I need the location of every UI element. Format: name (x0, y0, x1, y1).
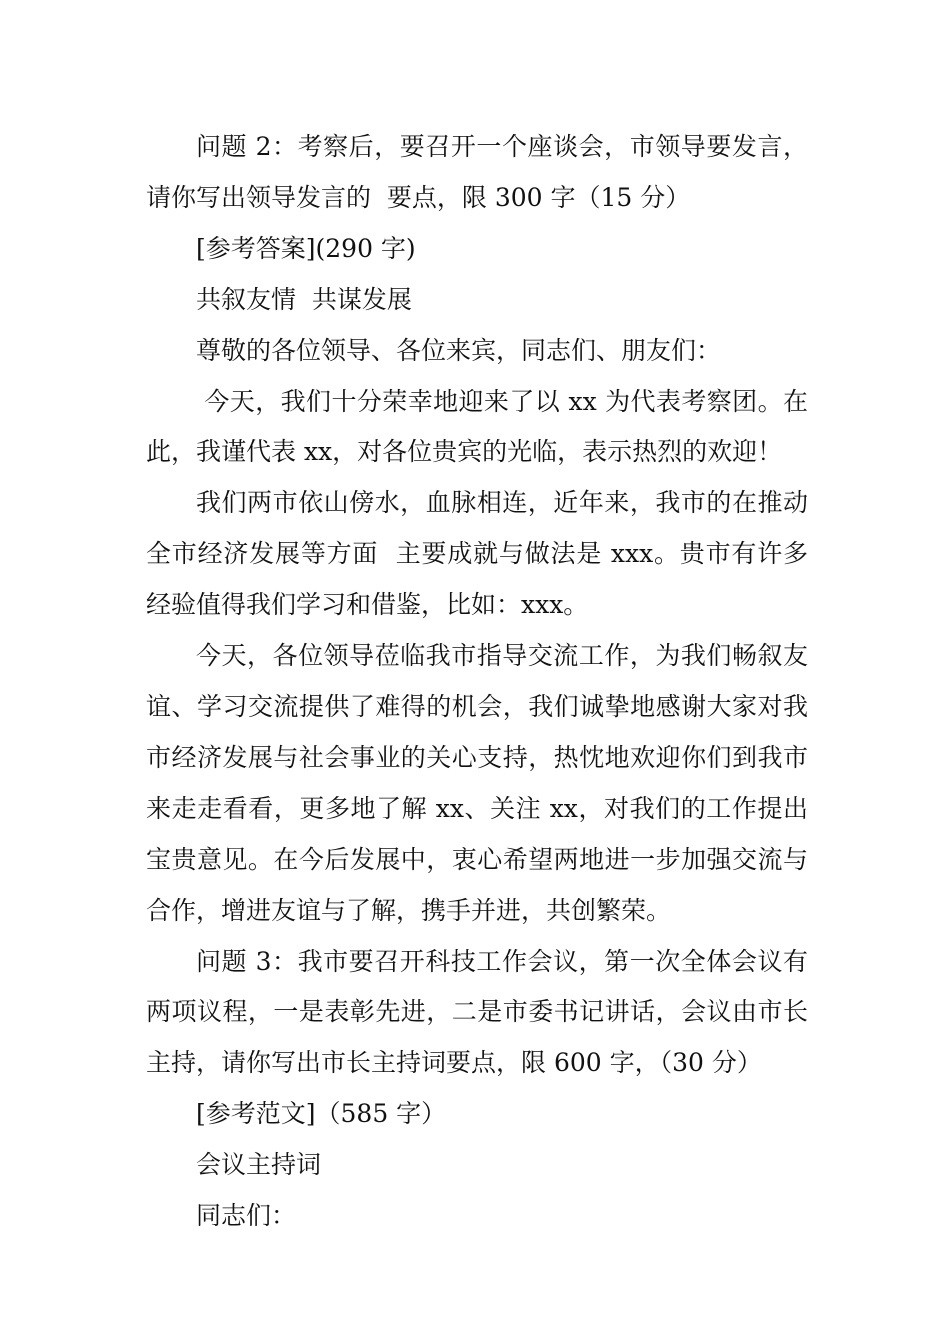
speech-welcome-paragraph: 今天，我们十分荣幸地迎来了以 xx 为代表考察团。在此，我谨代表 xx，对各位贵宾的光临，表示热烈的欢迎！ (146, 386, 808, 467)
host-speech-salutation: 同志们： (196, 1201, 297, 1231)
speech-closing-paragraph: 今天，各位领导莅临我市指导交流工作，为我们畅叙友谊、学习交流提供了难得的机会，我们诚挚地感谢大家对我市经济发展与社会事业的关心支持，热忱地欢迎你们到我市来走走看看，更多地了解 xx、关注 xx，对我们的工作提出宝贵意见。在今后发展中，衷心希望两地进一步加强交流与合作，增进友谊与了解，携手并进，共创繁荣。 (146, 641, 808, 925)
question-2-paragraph: 问题 2：考察后，要召开一个座谈会，市领导要发言，请你写出领导发言的 要点，限 300 字（15 分） (146, 132, 808, 212)
speech-title: 共叙友情 共谋发展 (196, 284, 412, 314)
speech-salutation: 尊敬的各位领导、各位来宾，同志们、朋友们： (196, 335, 722, 365)
document-page (146, 122, 808, 1242)
reference-answer-heading: [参考答案](290 字) (196, 233, 416, 263)
question-3-paragraph: 问题 3：我市要召开科技工作会议，第一次全体会议有两项议程，一是表彰先进，二是市委书记讲话，会议由市长主持，请你写出市长主持词要点，限 600 字，（30 分） (146, 946, 808, 1078)
host-speech-title: 会议主持词 (196, 1150, 322, 1180)
speech-achievements-paragraph: 我们两市依山傍水，血脉相连，近年来，我市的在推动全市经济发展等方面 主要成就与做法是 xxx。贵市有许多经验值得我们学习和借鉴，比如：xxx。 (146, 488, 808, 620)
reference-sample-heading: [参考范文]（585 字） (196, 1099, 447, 1129)
